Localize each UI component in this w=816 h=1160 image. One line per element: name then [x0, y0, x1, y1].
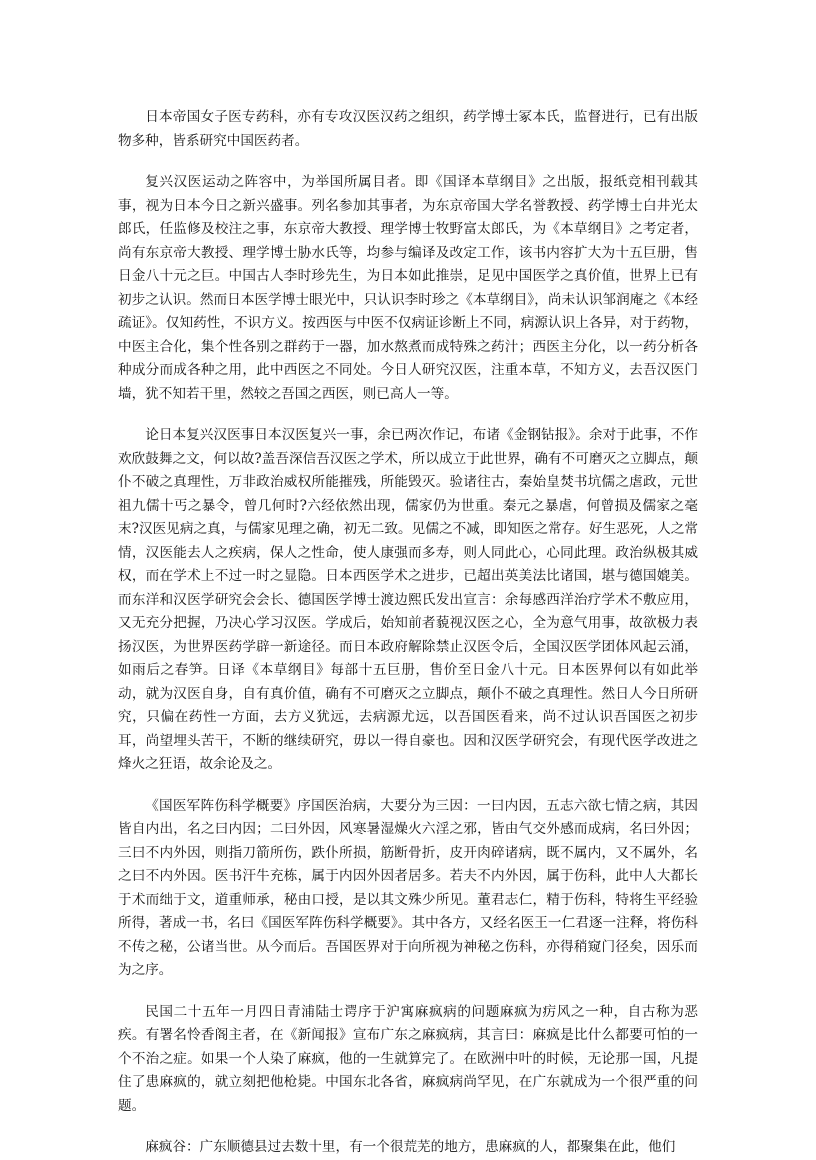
paragraph-2: 复兴汉医运动之阵容中，为举国所属目者。即《国译本草纲目》之出版，报纸竞相刊载其事，视为日本今日之新兴盛事。列名参加其事者，为东京帝国大学名誉教授、药学博士白井光太郎氏，任监修及校注之事，东京帝大教授、理学博士牧野富太郎氏，为《本草纲目》之考定者，尚有东京帝大教授、理学博士胁水氏等，均参与编译及改定工作，该书内容扩大为十五巨册，售日金八十元之巨。中国古人李时珍先生，为日本如此推崇，足见中国医学之真价值，世界上已有初步之认识。然而日本医学博士眼光中，只认识李时珍之《本草纲目》，尚未认识邹润庵之《本经疏证》。仅知药性，不识方义。按西医与中医不仅病证诊断上不同，病源认识上各异，对于药物，中医主合化，集个性各别之群药于一器，加水熬煮而成特殊之药汁；西医主分化，以一药分析各种成分而成各种之用，此中西医之不同处。今日人研究汉医，注重本草，不知方义，去吾汉医门墙，犹不知若干里，然较之吾国之西医，则已高人一等。 — [118, 174, 698, 402]
paragraph-3: 论日本复兴汉医事日本汉医复兴一事，余已两次作记，布诸《金钢钻报》。余对于此事，不作欢欣鼓舞之文，何以故?盖吾深信吾汉医之学术，所以成立于此世界，确有不可磨灭之立脚点，颠仆不破之真理性，万非政治威权所能摧残，所能毁灭。验诸往古，秦始皇焚书坑儒之虐政，元世祖九儒十丐之暴令，曾几何时?六经依然出现，儒家仍为世重。秦元之暴虐，何曾损及儒家之毫末?汉医见病之真，与儒家见理之确，初无二致。见儒之不减，即知医之常存。好生恶死，人之常情，汉医能去人之疾病，保人之性命，使人康强而多寿，则人同此心，心同此理。政治纵极其威权，而在学术上不过一时之显隐。日本西医学术之进步，已超出英美法比诸国，堪与德国媲美。而东洋和汉医学研究会会长、德国医学博士渡边熙氏发出宣言：余每感西洋治疗学术不敷应用，又无充分把握，乃决心学习汉医。学成后，始知前者藐视汉医之心，全为意气用事，故欲极力表扬汉医，为世界医药学辟一新途径。而日本政府解除禁止汉医令后，全国汉医学团体风起云涌，如雨后之春笋。日译《本草纲目》每部十五巨册，售价至日金八十元。日本医界何以有如此举动，就为汉医自身，自有真价值，确有不可磨灭之立脚点，颠仆不破之真理性。然日人今日所研究，只偏在药性一方面，去方义犹远，去病源尤远，以吾国医看来，尚不过认识吾国医之初步耳，尚望埋头苦干，不断的继续研究，毋以一得自豪也。因和汉医学研究会，有现代医学改进之烽火之狂语，故余论及之。 — [118, 427, 698, 772]
document-body — [118, 106, 698, 1160]
paragraph-6: 麻疯谷：广东顺德县过去数十里，有一个很荒芜的地方，患麻疯的人，都聚集在此，他们 — [145, 1139, 676, 1155]
paragraph-1: 日本帝国女子医专药科，亦有专攻汉医汉药之组织，药学博士冢本氏，监督进行，已有出版物多种，皆系研究中国医药者。 — [118, 109, 698, 149]
paragraph-4: 《国医军阵伤科学概要》序国医治病，大要分为三因：一曰内因，五志六欲七情之病，其因皆自内出，名之曰内因；二曰外因，风寒暑湿燥火六淫之邪，皆由气交外感而成病，名曰外因；三曰不内外因，则指刀箭所伤，跌仆所损，筋断骨折，皮开肉碎诸病，既不属内，又不属外，名之曰不内外因。医书汗牛充栋，属于内因外因者居多。若夫不内外因，属于伤科，此中人大都长于术而绌于文，道重师承，秘由口授，是以其文殊少所见。董君志仁，精于伤科，特将生平经验所得，著成一书，名曰《国医军阵伤科学概要》。其中各方，又经名医王一仁君逐一注释，将伤科不传之秘，公诸当世。从今而后。吾国医界对于向所视为神秘之伤科，亦得稍窥门径矣，因乐而为之序。 — [118, 797, 698, 978]
paragraph-5: 民国二十五年一月四日青浦陆士谔序于沪寓麻疯病的问题麻疯为疠风之一种，自古称为恶疾。有署名怜香阁主者，在《新闻报》宣布广东之麻疯病，其言曰：麻疯是比什么都要可怕的一个不治之症。如果一个人染了麻疯，他的一生就算完了。在欧洲中叶的时候，无论那一国，凡提住了患麻疯的，就立刻把他枪毙。中国东北各省，麻疯病尚罕见，在广东就成为一个很严重的问题。 — [118, 1003, 698, 1114]
